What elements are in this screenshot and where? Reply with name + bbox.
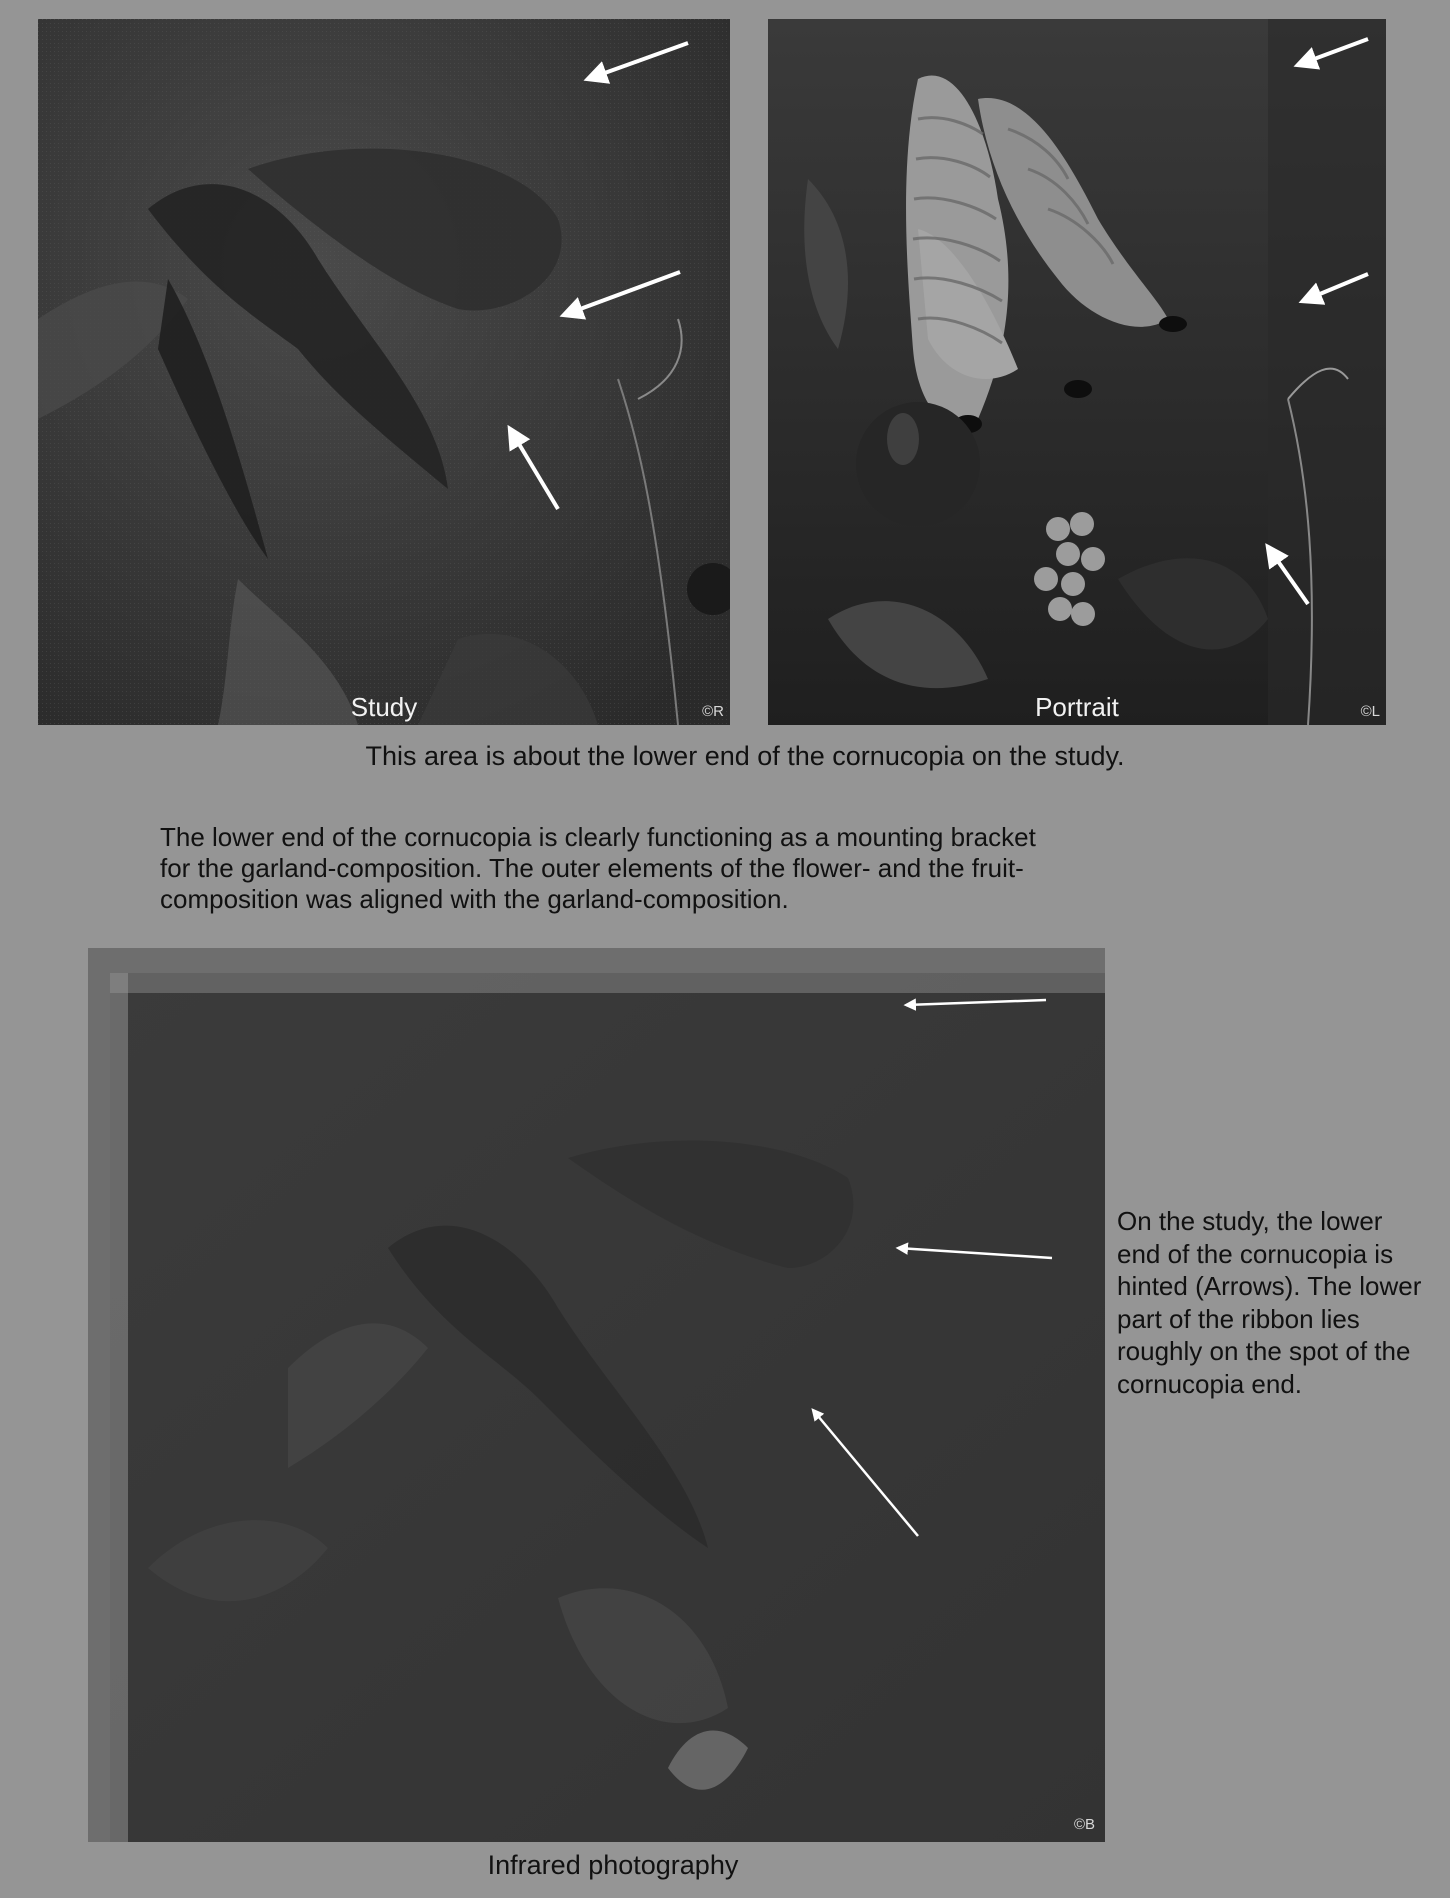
side-caption: On the study, the lower end of the cornucopia is hinted (Arrows). The lower part of the ribbon lies roughly on the spot of the cornucopia end.: [1117, 1206, 1422, 1399]
study-photo-panel: [38, 19, 730, 725]
infrared-painting-image: [88, 948, 1105, 1842]
infrared-caption: Infrared photography: [487, 1850, 739, 1880]
portrait-label: Portrait: [1035, 692, 1119, 722]
portrait-painting-image: [768, 19, 1386, 725]
portrait-photo-panel: [768, 19, 1386, 725]
study-label: Study: [350, 692, 418, 722]
portrait-copyright: ©L: [1360, 703, 1380, 720]
top-caption: This area is about the lower end of the cornucopia on the study.: [365, 741, 1125, 771]
study-painting-image: [38, 19, 730, 725]
infrared-photo-panel: [88, 948, 1105, 1842]
middle-caption: The lower end of the cornucopia is clearly functioning as a mounting bracket for the garland-composition. The outer elements of the flower- and the fruit-composition was aligned with the garland-composition.: [160, 822, 1036, 915]
study-copyright: ©R: [702, 703, 724, 720]
infrared-copyright: ©B: [1073, 1816, 1095, 1833]
